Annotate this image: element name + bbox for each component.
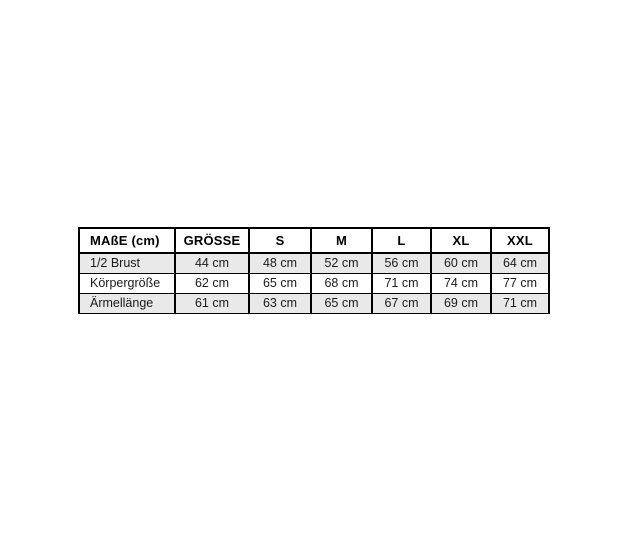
header-size-l: L	[372, 228, 431, 253]
cell-koerpergroesse-xxl: 77 cm	[491, 273, 549, 293]
cell-koerpergroesse-l: 71 cm	[372, 273, 431, 293]
cell-aermellaenge-l: 67 cm	[372, 293, 431, 313]
cell-aermellaenge-s: 63 cm	[249, 293, 311, 313]
cell-brust-xl: 60 cm	[431, 253, 491, 273]
table-row-koerpergroesse	[79, 273, 549, 293]
cell-koerpergroesse-s: 65 cm	[249, 273, 311, 293]
row-label-koerpergroesse: Körpergröße	[79, 273, 175, 293]
header-masse-cm: MAßE (cm)	[79, 228, 175, 253]
cell-koerpergroesse-xl: 74 cm	[431, 273, 491, 293]
header-size-xl: XL	[431, 228, 491, 253]
header-row	[79, 228, 549, 253]
table-row-brust	[79, 253, 549, 273]
cell-aermellaenge-groesse: 61 cm	[175, 293, 249, 313]
cell-brust-l: 56 cm	[372, 253, 431, 273]
cell-koerpergroesse-m: 68 cm	[311, 273, 372, 293]
cell-koerpergroesse-groesse: 62 cm	[175, 273, 249, 293]
table-row-aermellaenge	[79, 293, 549, 313]
header-groesse: GRÖSSE	[175, 228, 249, 253]
cell-aermellaenge-xxl: 71 cm	[491, 293, 549, 313]
row-label-brust: 1/2 Brust	[79, 253, 175, 273]
header-size-s: S	[249, 228, 311, 253]
size-table-container	[78, 227, 550, 314]
cell-aermellaenge-m: 65 cm	[311, 293, 372, 313]
cell-brust-groesse: 44 cm	[175, 253, 249, 273]
cell-aermellaenge-xl: 69 cm	[431, 293, 491, 313]
header-size-m: M	[311, 228, 372, 253]
cell-brust-s: 48 cm	[249, 253, 311, 273]
cell-brust-xxl: 64 cm	[491, 253, 549, 273]
row-label-aermellaenge: Ärmellänge	[79, 293, 175, 313]
cell-brust-m: 52 cm	[311, 253, 372, 273]
header-size-xxl: XXL	[491, 228, 549, 253]
size-table	[78, 227, 550, 314]
